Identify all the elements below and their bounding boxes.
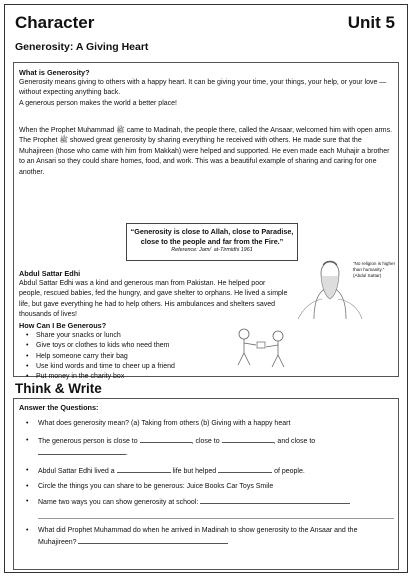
questions-heading: Answer the Questions: — [19, 403, 99, 412]
answer-blank[interactable] — [218, 465, 272, 473]
hadith-reference: Reference: Jami` at-Tirmidhi 1961 — [171, 247, 253, 254]
answer-blank[interactable] — [222, 435, 274, 443]
edhi-heading: Abdul Sattar Edhi — [19, 269, 81, 278]
how-heading: How Can I Be Generous? — [19, 321, 107, 330]
question-4: • Circle the things you can share to be generous: Juice Books Car Toys Smile — [24, 481, 394, 492]
what-heading: What is Generosity? — [19, 68, 90, 77]
answer-blank[interactable] — [117, 465, 171, 473]
edhi-caption: “No religion is higher than humanity.” (Abdul Sattar) — [353, 261, 396, 278]
question-3-part-3: of people. — [274, 468, 305, 475]
question-5-text: Name two ways you can show generosity at school: — [38, 499, 199, 506]
questions-box — [13, 398, 399, 570]
prophet-paragraph: When the Prophet Muhammad ﷺ came to Madinah, the people there, called the Ansaar, welcomed him with open arms. The Prophet ﷺ showed great generosity by sharing everything he received with others. He made sure that the Muhajireen (those who came with him from Makkah) were helped and supported. He even made each Muhajir a brother to an Ansari so they could share homes, food, and work. This was a beautiful example of sharing and caring for one another. — [19, 127, 393, 176]
what-body: Generosity means giving to others with a happy heart. It can be giving your time, your things, your help, or your love — without expecting anything back. — [19, 79, 387, 97]
question-2-part-1: The generous person is close to — [38, 438, 138, 445]
hadith-quote-box — [126, 223, 298, 261]
question-3 — [24, 465, 394, 477]
question-1: • What does generosity mean? (a) Taking from others (b) Giving with a happy heart — [24, 418, 394, 429]
questions-list — [24, 416, 394, 548]
answer-blank[interactable] — [78, 536, 228, 544]
how-list-item: • Give toys or clothes to kids who need them — [24, 341, 224, 351]
answer-blank[interactable] — [200, 496, 350, 504]
how-list-item: • Put money in the charity box — [24, 372, 224, 382]
question-2-part-3: , and close to — [273, 438, 316, 445]
question-6 — [24, 525, 394, 548]
page-subtitle: Generosity: A Giving Heart — [15, 41, 149, 53]
kids-sharing-illustration — [226, 325, 296, 369]
answer-blank[interactable] — [38, 447, 126, 455]
answer-line[interactable] — [38, 510, 394, 519]
question-6-text: What did Prophet Muhammad do when he arrived in Madinah to show generosity to the Ansaar and the Muhajireen? — [38, 527, 358, 546]
question-3-part-2: life but helped — [172, 468, 217, 475]
how-list-item: • Use kind words and time to cheer up a friend — [24, 362, 224, 372]
how-list-item: • Help someone carry their bag — [24, 352, 224, 362]
hadith-quote: “Generosity is close to Allah, close to Paradise, close to the people and far from the Fire.” — [130, 227, 294, 246]
question-3-part-1: Abdul Sattar Edhi lived a — [38, 468, 115, 475]
question-2: • The generous person is close to , close to , and close to . — [24, 435, 394, 459]
how-list-item: • Share your snacks or lunch — [24, 331, 224, 341]
how-list — [24, 331, 224, 382]
answer-blank[interactable] — [140, 435, 192, 443]
question-5 — [24, 496, 394, 519]
reading-box — [13, 62, 399, 381]
edhi-paragraph: Abdul Sattar Edhi was a kind and generous man from Pakistan. He helped poor people, rescued babies, fed the hungry, and gave shelter to orphans. He lived a simple life, but gave everything he had to help others. His ambulances and shelters saved thousands of lives! — [19, 280, 288, 319]
page-title: Character — [15, 13, 95, 32]
unit-label: Unit 5 — [347, 13, 395, 32]
question-2-part-2: , close to — [191, 438, 220, 445]
kids-sharing-icon — [226, 325, 296, 369]
worksheet-page — [4, 4, 408, 573]
think-write-heading: Think & Write — [15, 381, 102, 396]
what-body-tagline: A generous person makes the world a better place! — [19, 100, 177, 107]
